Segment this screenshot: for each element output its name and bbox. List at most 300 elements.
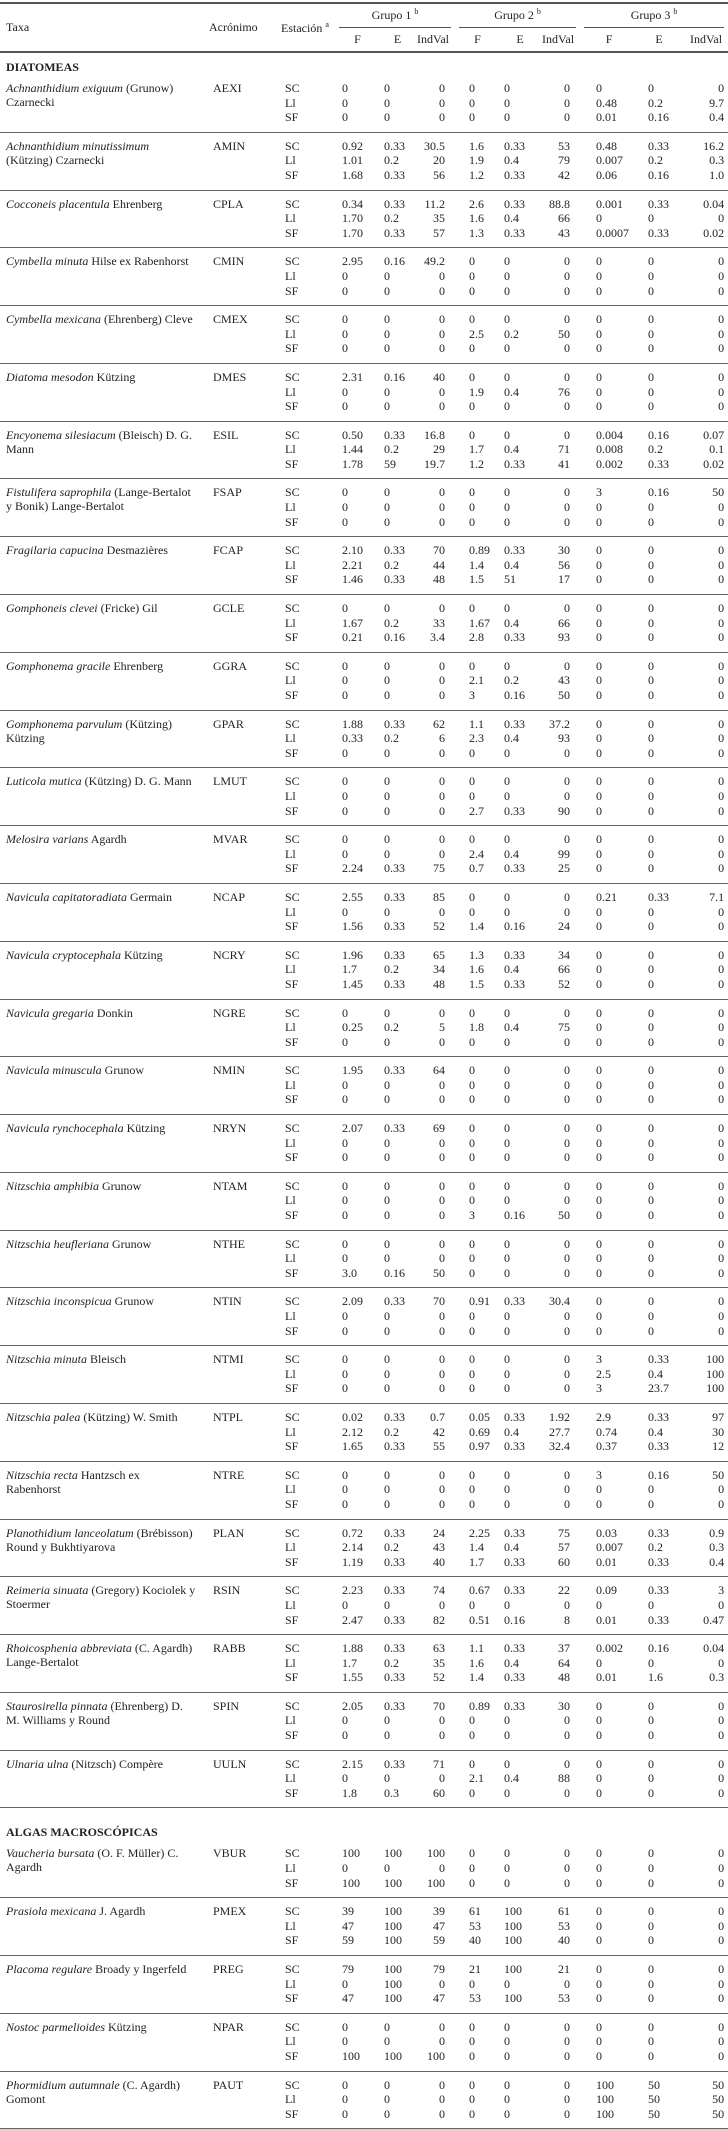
value-cell: 0 — [439, 312, 445, 327]
station: SF — [285, 572, 299, 587]
value-cell: 0 — [384, 1467, 390, 1482]
value-cell: 0 — [596, 572, 602, 587]
value-cell: 70 — [433, 1698, 445, 1713]
value-cell: 3 — [596, 1467, 602, 1482]
value-cell: 30 — [712, 1424, 725, 1439]
value-cell: 0 — [504, 1063, 510, 1078]
station: SC — [285, 1962, 300, 1976]
species-name: Navicula cryptocephala — [6, 947, 121, 962]
authority: Broady y Ingerfeld — [95, 1962, 187, 1976]
taxon-group — [0, 248, 728, 306]
value-cell: 0 — [504, 95, 510, 110]
value-cell: 2.12 — [342, 1424, 363, 1439]
station: Ll — [285, 1135, 296, 1150]
taxon-group — [0, 1346, 728, 1404]
value-cell: 2.1 — [469, 673, 484, 688]
value-cell: 0 — [469, 1150, 475, 1165]
station: Ll — [285, 1540, 296, 1555]
value-cell: 0 — [439, 514, 445, 529]
value-cell: 0 — [718, 615, 725, 630]
value-cell: 0.97 — [469, 1439, 490, 1454]
station: Ll — [285, 211, 296, 226]
value-cell: 0 — [439, 485, 445, 500]
value-cell: 0 — [648, 1728, 654, 1743]
value-cell: 0 — [596, 716, 602, 731]
acronym: NMIN — [213, 1063, 245, 1078]
value-cell: 1.4 — [469, 1670, 484, 1685]
value-cell: 0.2 — [648, 153, 663, 168]
taxon-name — [0, 363, 205, 421]
value-cell: 0 — [469, 514, 475, 529]
value-cell: 0 — [596, 1597, 602, 1612]
value-cell: 0 — [439, 1482, 445, 1497]
taxon-group — [0, 826, 728, 884]
value-cell: 0 — [564, 1467, 570, 1482]
station: SF — [285, 1670, 299, 1685]
value-cell: 0.16 — [504, 1612, 525, 1627]
value-cell: 0 — [469, 341, 475, 356]
value-cell: 0 — [596, 904, 602, 919]
taxon-name — [0, 1230, 205, 1288]
value-cell: 2.95 — [342, 254, 363, 269]
station: SC — [285, 427, 300, 442]
value-cell: 0 — [439, 384, 445, 399]
value-cell: 0 — [342, 326, 348, 341]
value-cell: 0 — [718, 658, 725, 673]
station: SF — [285, 1991, 299, 2006]
value-cell: 0 — [564, 1352, 570, 1367]
value-cell: 0 — [439, 1236, 445, 1251]
value-cell: 0 — [469, 2034, 475, 2049]
value-cell: 0 — [718, 1121, 725, 1136]
value-cell: 0 — [504, 268, 510, 283]
value-cell: 0.91 — [469, 1294, 490, 1309]
value-cell: 0 — [596, 601, 602, 616]
taxon-group — [0, 537, 728, 595]
value-cell: 52 — [433, 919, 445, 934]
value-cell: 0 — [342, 803, 348, 818]
table-row — [0, 1115, 728, 1136]
taxon-name — [0, 1519, 205, 1577]
value-cell: 0 — [564, 904, 570, 919]
authority: (Ehrenberg) D. M. Williams y Round — [6, 1698, 183, 1727]
value-cell: 0 — [596, 1121, 602, 1136]
taxon-group — [0, 1403, 728, 1461]
value-cell: 0 — [504, 2092, 510, 2107]
authority: (Grunow) Czarnecki — [6, 81, 174, 109]
footnote-a: a — [325, 19, 329, 29]
value-cell: 0.33 — [504, 196, 525, 211]
value-cell: 53 — [558, 1991, 570, 2006]
value-cell: 0.2 — [384, 153, 399, 168]
value-cell: 0.2 — [384, 1020, 399, 1035]
value-cell: 0.37 — [596, 1439, 617, 1454]
value-cell: 0 — [648, 615, 654, 630]
value-cell: 0 — [718, 1135, 725, 1150]
value-cell: 53 — [469, 1991, 481, 2006]
value-cell: 0 — [564, 1728, 570, 1743]
table-row — [0, 652, 728, 673]
value-cell: 61 — [558, 1904, 570, 1919]
station: SF — [285, 919, 299, 934]
value-cell: 0.33 — [504, 1409, 525, 1424]
station: SC — [285, 1121, 300, 1136]
value-cell: 0 — [504, 1005, 510, 1020]
value-cell: 51 — [504, 572, 516, 587]
acronym: RABB — [213, 1641, 246, 1656]
value-cell: 0 — [439, 1976, 445, 1991]
value-cell: 0.48 — [596, 95, 617, 110]
value-cell: 0 — [718, 1655, 725, 1670]
table-row — [0, 1956, 728, 1977]
taxon-group — [0, 2013, 728, 2071]
value-cell: 1.9 — [469, 384, 484, 399]
taxon-name — [0, 1750, 205, 1808]
value-cell: 0 — [718, 1208, 725, 1223]
value-cell: 0.4 — [709, 110, 725, 125]
value-cell: 1.6 — [648, 1670, 663, 1685]
value-cell: 0 — [648, 788, 654, 803]
authority: Grunow — [114, 1294, 154, 1309]
acronym: GGRA — [213, 658, 248, 673]
value-cell: 0 — [439, 2019, 445, 2034]
section-title: ALGAS MACROSCÓPICAS — [6, 1825, 158, 1840]
value-cell: 0 — [504, 1496, 510, 1511]
acronym: UULN — [213, 1756, 247, 1771]
value-cell: 0 — [718, 1713, 725, 1728]
value-cell: 0.33 — [648, 138, 669, 153]
value-cell: 100 — [596, 2106, 614, 2121]
taxon-group — [0, 75, 728, 132]
station: Ll — [285, 1251, 296, 1266]
value-cell: 0 — [439, 1467, 445, 1482]
value-cell: 0 — [504, 832, 510, 847]
value-cell: 0 — [596, 919, 602, 934]
value-cell: 0 — [648, 745, 654, 760]
value-cell: 0 — [648, 774, 654, 789]
value-cell: 0 — [648, 846, 654, 861]
value-cell: 53 — [469, 1918, 481, 1933]
value-cell: 0.33 — [384, 1525, 405, 1540]
value-cell: 0 — [596, 731, 602, 746]
value-cell: 3 — [596, 1352, 602, 1367]
value-cell: 0 — [342, 788, 348, 803]
station: SC — [285, 1525, 300, 1540]
value-cell: 7.1 — [709, 889, 725, 904]
value-cell: 0 — [564, 2034, 570, 2049]
taxon-name — [0, 421, 205, 479]
value-cell: 0.07 — [703, 427, 725, 442]
value-cell: 0 — [564, 500, 570, 515]
acronym: FCAP — [213, 543, 244, 558]
value-cell: 2.3 — [469, 731, 484, 746]
value-cell: 0 — [439, 832, 445, 847]
subheader-indval: IndVal — [542, 32, 575, 46]
station: SF — [285, 1728, 299, 1743]
value-cell: 0 — [718, 1294, 725, 1309]
value-cell: 0 — [596, 2019, 602, 2034]
value-cell: 1.55 — [342, 1670, 363, 1685]
station: Ll — [285, 904, 296, 919]
taxon-name — [0, 595, 205, 653]
value-cell: 0 — [384, 788, 390, 803]
species-name: Gomphonema parvulum — [6, 716, 123, 731]
value-cell: 0 — [596, 283, 602, 298]
value-cell: 0.48 — [596, 138, 617, 153]
value-cell: 0 — [648, 1208, 654, 1223]
value-cell: 0.33 — [384, 1756, 405, 1771]
value-cell: 0.4 — [504, 442, 519, 457]
value-cell: 0 — [648, 1265, 654, 1280]
value-cell: 0 — [439, 1178, 445, 1193]
station: Ll — [285, 1366, 296, 1381]
value-cell: 100 — [504, 1991, 522, 2006]
value-cell: 0 — [596, 81, 602, 95]
value-cell: 0 — [342, 601, 348, 616]
taxon-group — [0, 1840, 728, 1897]
value-cell: 0 — [469, 1135, 475, 1150]
value-cell: 0 — [648, 976, 654, 991]
value-cell: 0.33 — [504, 1583, 525, 1598]
value-cell: 0 — [648, 283, 654, 298]
value-cell: 0 — [384, 514, 390, 529]
table-row — [0, 999, 728, 1020]
species-name: Achnanthidium minutissimum — [6, 138, 149, 153]
value-cell: 0 — [564, 1323, 570, 1338]
species-name: Prasiola mexicana — [6, 1904, 97, 1919]
value-cell: 0.89 — [469, 543, 490, 558]
value-cell: 82 — [433, 1612, 445, 1627]
value-cell: 0 — [469, 1193, 475, 1208]
species-name: Nitzschia heufleriana — [6, 1236, 109, 1251]
value-cell: 0 — [504, 1482, 510, 1497]
value-cell: 0 — [648, 1991, 654, 2006]
authority: Kützing — [126, 1121, 166, 1136]
value-cell: 0 — [342, 1597, 348, 1612]
value-cell: 0.47 — [703, 1612, 725, 1627]
value-cell: 0 — [504, 1467, 510, 1482]
value-cell: 0 — [718, 1020, 725, 1035]
acronym: GCLE — [213, 601, 245, 616]
value-cell: 0 — [504, 1150, 510, 1165]
value-cell: 0 — [342, 774, 348, 789]
value-cell: 0 — [718, 919, 725, 934]
value-cell: 0 — [648, 1933, 654, 1948]
taxon-group — [0, 1519, 728, 1577]
value-cell: 0 — [469, 1323, 475, 1338]
authority: (O. F. Müller) C. Agardh — [6, 1846, 179, 1875]
acronym: LMUT — [213, 774, 247, 789]
value-cell: 0 — [384, 1482, 390, 1497]
value-cell: 1.4 — [469, 1540, 484, 1555]
value-cell: 0 — [648, 1785, 654, 1800]
value-cell: 0 — [342, 283, 348, 298]
value-cell: 0 — [469, 485, 475, 500]
value-cell: 0 — [384, 2019, 390, 2034]
value-cell: 0 — [718, 1861, 725, 1876]
value-cell: 0 — [648, 1294, 654, 1309]
value-cell: 0.33 — [384, 716, 405, 731]
value-cell: 0 — [504, 2106, 510, 2121]
value-cell: 0.02 — [703, 225, 725, 240]
value-cell: 0 — [469, 2092, 475, 2107]
value-cell: 0.2 — [504, 326, 519, 341]
value-cell: 47 — [433, 1991, 445, 2006]
value-cell: 0.33 — [648, 889, 669, 904]
value-cell: 63 — [433, 1641, 445, 1656]
value-cell: 0.16 — [648, 1467, 669, 1482]
value-cell: 0 — [504, 1875, 510, 1890]
value-cell: 0 — [504, 1236, 510, 1251]
value-cell: 0 — [648, 312, 654, 327]
value-cell: 0 — [564, 788, 570, 803]
value-cell: 0 — [648, 1077, 654, 1092]
value-cell: 0 — [439, 1034, 445, 1049]
value-cell: 0 — [469, 1077, 475, 1092]
value-cell: 0 — [384, 1309, 390, 1323]
value-cell: 0.33 — [384, 1670, 405, 1685]
station: SC — [285, 832, 300, 847]
value-cell: 75 — [433, 861, 445, 876]
value-cell: 0.01 — [596, 1612, 617, 1627]
value-cell: 0 — [469, 1728, 475, 1743]
species-name: Fistulifera saprophila — [6, 485, 112, 500]
value-cell: 60 — [433, 1785, 445, 1800]
value-cell: 0 — [648, 514, 654, 529]
value-cell: 0 — [469, 500, 475, 515]
value-cell: 42 — [558, 167, 570, 182]
value-cell: 100 — [342, 1846, 360, 1861]
taxa-table — [0, 53, 728, 2129]
value-cell: 0 — [596, 2034, 602, 2049]
value-cell: 0 — [596, 1713, 602, 1728]
value-cell: 0 — [596, 1323, 602, 1338]
acronym: CMEX — [213, 312, 248, 327]
value-cell: 0 — [342, 1251, 348, 1266]
taxon-group — [0, 1057, 728, 1115]
value-cell: 20 — [433, 153, 445, 168]
value-cell: 100 — [384, 1846, 402, 1861]
station: Ll — [285, 1655, 296, 1670]
value-cell: 0 — [384, 399, 390, 414]
value-cell: 0 — [718, 399, 725, 414]
table-row — [0, 768, 728, 789]
value-cell: 74 — [433, 1583, 445, 1598]
station: SF — [285, 341, 299, 356]
acronym: NTMI — [213, 1352, 244, 1367]
station: Ll — [285, 1020, 296, 1035]
value-cell: 0 — [596, 774, 602, 789]
value-cell: 0 — [564, 1265, 570, 1280]
value-cell: 88.8 — [549, 196, 570, 211]
value-cell: 100 — [504, 1933, 522, 1948]
station: SF — [285, 1150, 299, 1165]
value-cell: 1.96 — [342, 947, 363, 962]
value-cell: 100 — [342, 1875, 360, 1890]
station: Ll — [285, 2034, 296, 2049]
value-cell: 0.007 — [596, 153, 623, 168]
value-cell: 0.4 — [504, 846, 519, 861]
value-cell: 0 — [564, 1785, 570, 1800]
value-cell: 0 — [596, 832, 602, 847]
value-cell: 0 — [384, 1496, 390, 1511]
station: SF — [285, 225, 299, 240]
value-cell: 0 — [648, 2048, 654, 2063]
station: Ll — [285, 95, 296, 110]
value-cell: 0.33 — [384, 225, 405, 240]
authority: Desmazières — [106, 543, 168, 558]
col-header-taxa: Taxa — [6, 20, 30, 34]
table-row — [0, 1172, 728, 1193]
value-cell: 0 — [504, 1366, 510, 1381]
value-cell: 0 — [648, 1178, 654, 1193]
value-cell: 0 — [648, 947, 654, 962]
value-cell: 16.8 — [424, 427, 445, 442]
station: SC — [285, 196, 300, 211]
value-cell: 0 — [596, 514, 602, 529]
value-cell: 0.33 — [384, 167, 405, 182]
value-cell: 0 — [596, 211, 602, 226]
value-cell: 0.33 — [504, 1294, 525, 1309]
value-cell: 0 — [469, 1265, 475, 1280]
acronym: NCAP — [213, 889, 246, 904]
value-cell: 0.33 — [384, 1409, 405, 1424]
col-header-acronym: Acrónimo — [209, 20, 258, 34]
value-cell: 0.2 — [384, 615, 399, 630]
station: SC — [285, 716, 300, 731]
authority: (C. Agardh) Lange-Bertalot — [6, 1641, 193, 1670]
value-cell: 0 — [718, 774, 725, 789]
authority: (Fricke) Gil — [100, 601, 158, 616]
value-cell: 0 — [384, 1597, 390, 1612]
value-cell: 0 — [648, 1846, 654, 1861]
value-cell: 0 — [596, 1208, 602, 1223]
value-cell: 0.4 — [504, 1020, 519, 1035]
col-header-station — [277, 3, 335, 52]
value-cell: 0 — [596, 1698, 602, 1713]
value-cell: 0 — [439, 326, 445, 341]
value-cell: 85 — [433, 889, 445, 904]
value-cell: 0 — [596, 1309, 602, 1323]
value-cell: 100 — [504, 1962, 522, 1976]
value-cell: 0 — [718, 947, 725, 962]
taxon-group — [0, 595, 728, 653]
value-cell: 0 — [648, 919, 654, 934]
value-cell: 0 — [439, 788, 445, 803]
value-cell: 0 — [384, 341, 390, 356]
value-cell: 0 — [718, 1846, 725, 1861]
value-cell: 0.33 — [504, 803, 525, 818]
value-cell: 50 — [648, 2077, 660, 2092]
value-cell: 0 — [718, 312, 725, 327]
station: SC — [285, 1236, 300, 1251]
value-cell: 0 — [564, 1976, 570, 1991]
value-cell: 0 — [718, 861, 725, 876]
value-cell: 0 — [718, 1178, 725, 1193]
group-label: Grupo 2 — [494, 8, 534, 22]
value-cell: 0.2 — [648, 442, 663, 457]
species-name: Navicula capitatoradiata — [6, 889, 127, 904]
value-cell: 1.4 — [469, 919, 484, 934]
value-cell: 0 — [342, 514, 348, 529]
value-cell: 37.2 — [549, 716, 570, 731]
value-cell: 0 — [384, 326, 390, 341]
value-cell: 0 — [596, 1976, 602, 1991]
station: Ll — [285, 1918, 296, 1933]
value-cell: 0 — [469, 110, 475, 125]
value-cell: 0 — [504, 1251, 510, 1266]
value-cell: 0 — [564, 1482, 570, 1497]
